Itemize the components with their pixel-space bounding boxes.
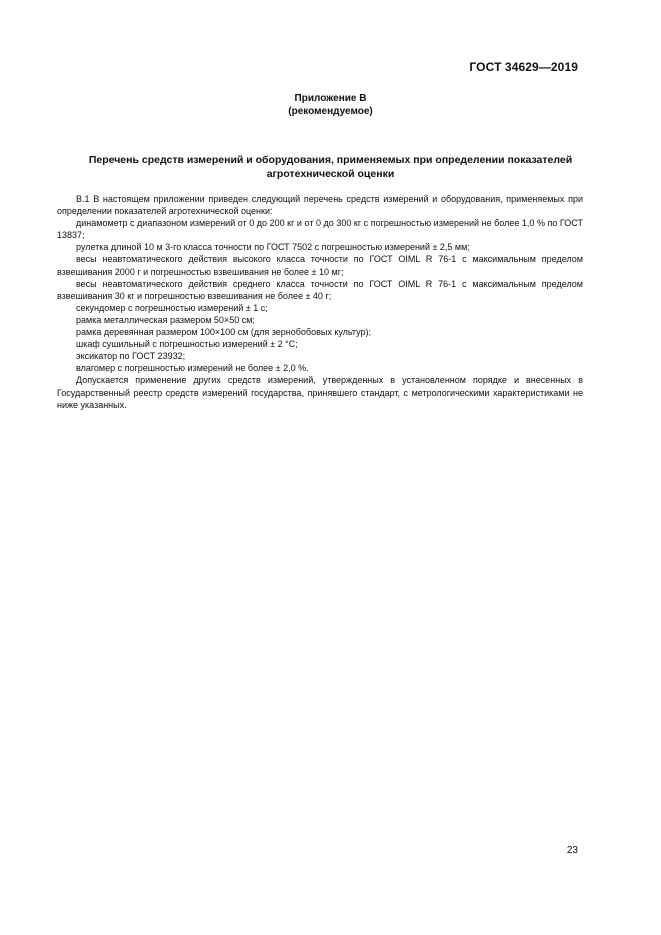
annex-status: (рекомендуемое) (288, 106, 373, 117)
list-item: динамометр с диапазоном измерений от 0 до 200 кг и от 0 до 300 кг с погрешностью измерений не более 1,0 % по ГОСТ 13837; (57, 218, 583, 241)
document-body (57, 193, 583, 411)
page-number: 23 (566, 845, 578, 856)
document-title-line-2: агротехнической оценки (266, 168, 395, 180)
document-title-line-1: Перечень средств измерений и оборудования, применяемых при определении показателей (88, 154, 573, 166)
list-item: весы неавтоматического действия среднего класса точности по ГОСТ OIML R 76-1 с максимальным пределом взвешивания 30 кг и погрешностью взвешивания не более ± 40 г; (57, 278, 583, 301)
annex-heading (0, 92, 661, 118)
list-item: влагомер с погрешностью измерений не более ± 2,0 %. (76, 363, 309, 374)
list-item: рулетка длиной 10 м 3-го класса точности по ГОСТ 7502 с погрешностью измерений ± 2,5 мм; (76, 242, 470, 253)
paragraph-intro: В.1 В настоящем приложении приведен следующий перечень средств измерений и оборудования, применяемых при определении показателей агротехнической оценки: (57, 194, 583, 217)
list-item: эксикатор по ГОСТ 23932; (76, 351, 186, 362)
annex-title: Приложение В (294, 93, 367, 104)
list-item: рамка металлическая размером 50×50 см; (76, 314, 255, 325)
document-title (60, 153, 601, 181)
list-item: секундомер с погрешностью измерений ± 1 с; (76, 302, 268, 313)
list-item: весы неавтоматического действия высокого класса точности по ГОСТ OIML R 76-1 с максимальным пределом взвешивания 2000 г и погрешностью взвешивания не более ± 10 мг; (57, 254, 583, 277)
paragraph-closing: Допускается применение других средств измерений, утвержденных в установленном порядке и внесенных в Государственный реестр средств измерений государства, принявшего стандарт, с метрологическими характеристиками не ниже указанных. (57, 375, 583, 410)
list-item: шкаф сушильный с погрешностью измерений ± 2 °С; (76, 339, 298, 350)
standard-code: ГОСТ 34629—2019 (469, 60, 578, 74)
list-item: рамка деревянная размером 100×100 см (для зернобобовых культур); (76, 327, 372, 338)
